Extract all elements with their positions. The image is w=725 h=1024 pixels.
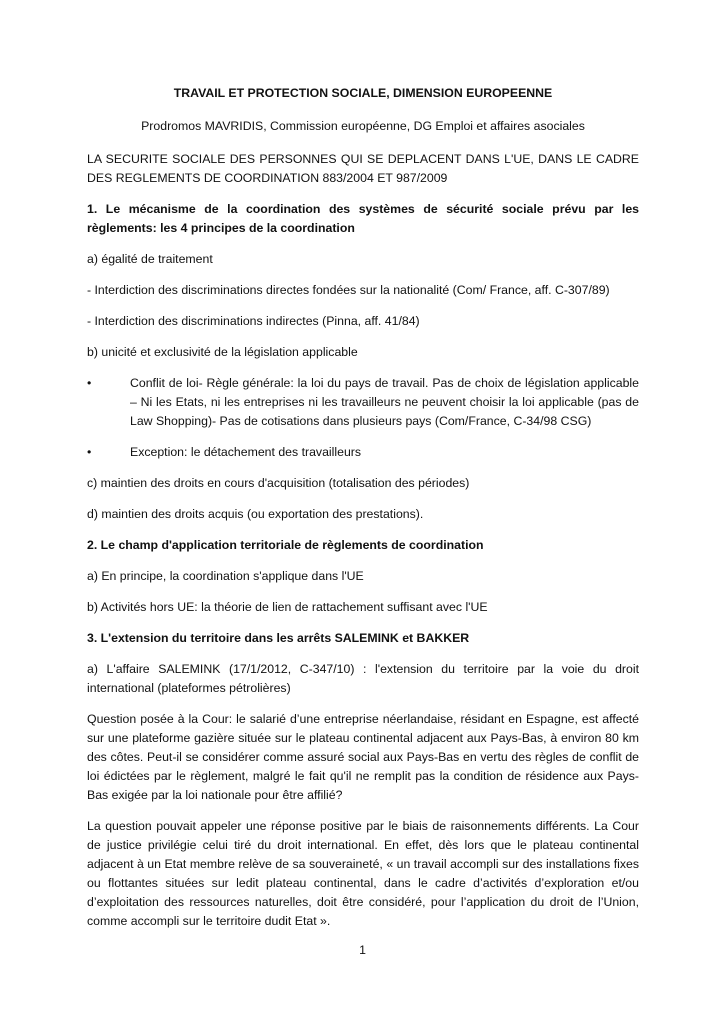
section-1-heading: 1. Le mécanisme de la coordination des systèmes de sécurité sociale prévu par les règlements: les 4 principes de la coordination	[87, 202, 639, 235]
section-2-heading: 2. Le champ d'application territoriale de règlements de coordination	[87, 538, 484, 552]
document-subject: LA SECURITE SOCIALE DES PERSONNES QUI SE DEPLACENT DANS L'UE, DANS LE CADRE DES REGLEMENTS DE COORDINATION 883/2004 ET 987/2009	[87, 152, 639, 185]
section-1-point-a-item-2: - Interdiction des discriminations indirectes (Pinna, aff. 41/84)	[87, 314, 420, 328]
section-3-heading: 3. L'extension du territoire dans les arrêts SALEMINK et BAKKER	[87, 631, 470, 645]
bullet-icon: •	[87, 445, 92, 459]
bullet-item-exception	[87, 443, 639, 462]
bullet-text: Exception: le détachement des travailleurs	[130, 445, 362, 459]
section-2-point-b: b) Activités hors UE: la théorie de lien de rattachement suffisant avec l'UE	[87, 600, 488, 614]
section-1-point-a-item-1: - Interdiction des discriminations directes fondées sur la nationalité (Com/ France, aff. C-307/89)	[87, 283, 610, 297]
document-page	[87, 84, 639, 931]
section-1-point-c: c) maintien des droits en cours d'acquisition (totalisation des périodes)	[87, 476, 470, 490]
section-1-point-a: a) égalité de traitement	[87, 252, 213, 266]
bullet-text: Conflit de loi- Règle générale: la loi du pays de travail. Pas de choix de législation applicable – Ni les Etats, ni les entreprises ni les travailleurs ne peuvent choisir la loi applicable (pas de Law Shopping)- Pas de cotisations dans plusieurs pays (Com/France, C-34/98 CSG)	[130, 376, 639, 428]
document-title: TRAVAIL ET PROTECTION SOCIALE, DIMENSION EUROPEENNE	[173, 86, 553, 100]
section-3-answer: La question pouvait appeler une réponse positive par le biais de raisonnements différents. La Cour de justice privilégie celui tiré du droit international. En effet, dès lors que le plateau continental adjacent à un Etat membre relève de sa souveraineté, « un travail accompli sur des installations fixes ou flottantes situées sur ledit plateau continental, dans le cadre d’activités d’exploration et/ou d’exploitation des ressources naturelles, doit être considéré, pour l’application du droit de l’Union, comme accompli sur le territoire dudit Etat ».	[87, 819, 639, 928]
document-author: Prodromos MAVRIDIS, Commission européenne, DG Emploi et affaires asociales	[141, 119, 585, 133]
section-3-point-a: a) L'affaire SALEMINK (17/1/2012, C-347/10) : l'extension du territoire par la voie du droit international (plateformes pétrolières)	[87, 662, 639, 695]
section-3-question: Question posée à la Cour: le salarié d’une entreprise néerlandaise, résidant en Espagne, est affecté sur une plateforme gazière située sur le plateau continental adjacent aux Pays-Bas, à environ 80 km des côtes. Peut-il se considérer comme assuré social aux Pays-Bas en vertu des règles de conflit de loi édictées par le règlement, malgré le fait qu'il ne remplit pas la condition de résidence aux Pays-Bas exigée par la loi nationale pour être affilié?	[87, 712, 639, 802]
section-1-point-b: b) unicité et exclusivité de la législation applicable	[87, 345, 358, 359]
page-number: 1	[359, 943, 366, 957]
section-2-point-a: a) En principe, la coordination s'applique dans l'UE	[87, 569, 364, 583]
bullet-item-conflict-of-law	[87, 374, 639, 431]
bullet-icon: •	[87, 376, 92, 390]
section-1-point-d: d) maintien des droits acquis (ou exportation des prestations).	[87, 507, 424, 521]
